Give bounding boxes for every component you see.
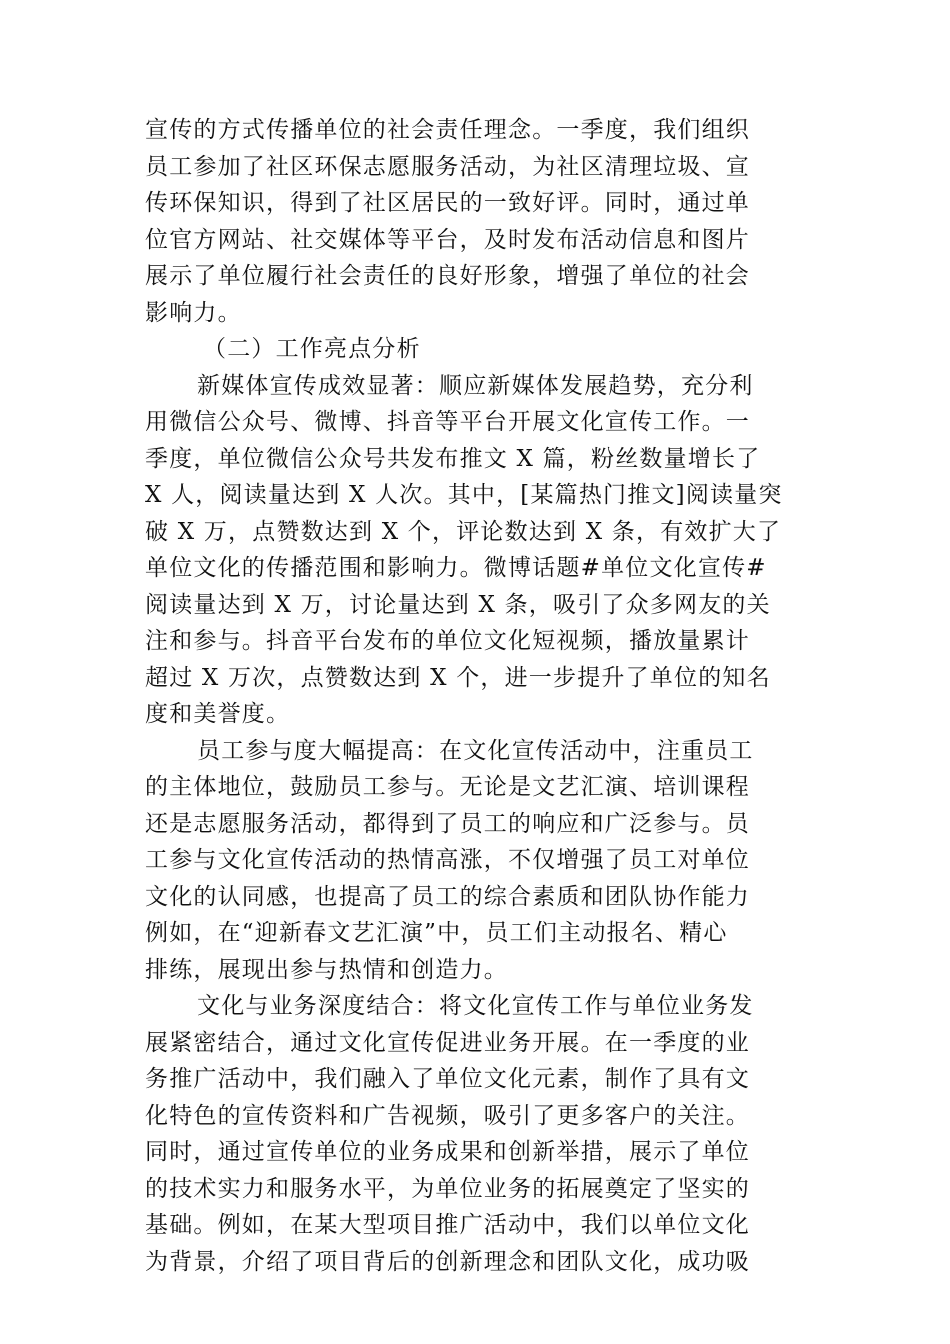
paragraph-new-media: 新媒体宣传成效显著：顺应新媒体发展趋势，充分利 用微信公众号、微博、抖音等平台开展文化宣传工作。一 季度，单位微信公众号共发布推文 X 篇，粉丝数量增长了 X 人，阅读量达到 X 人次。其中，[某篇热门推文]阅读量突 破 X 万，点赞数达到 X 个，评论数达到 X 条，有效扩大了 单位文化的传播范围和影响力。微博话题#单位文化宣传# 阅读量达到 X 万，讨论量达到 X 条，吸引了众多网友的关 注和参与。抖音平台发布的单位文化短视频，播放量累计 超过 X 万次，点赞数达到 X 个，进一步提升了单位的知名 度和美誉度。 [145,372,783,727]
paragraph-social-responsibility: 宣传的方式传播单位的社会责任理念。一季度，我们组织 员工参加了社区环保志愿服务活动，为社区清理垃圾、宣 传环保知识，得到了社区居民的一致好评。同时，通过单 位官方网站、社交媒体等平台，及时发布活动信息和图片 展示了单位履行社会责任的良好形象，增强了单位的社会 影响力。 [145,117,750,326]
document-body [145,112,807,1280]
paragraph-employee-participation: 员工参与度大幅提高：在文化宣传活动中，注重员工 的主体地位，鼓励员工参与。无论是文艺汇演、培训课程 还是志愿服务活动，都得到了员工的响应和广泛参与。员 工参与文化宣传活动的热情高涨，不仅增强了员工对单位 文化的认同感，也提高了员工的综合素质和团队协作能力 例如，在“迎新春文艺汇演”中，员工们主动报名、精心 排练，展现出参与热情和创造力。 [145,737,754,983]
paragraph-culture-business: 文化与业务深度结合：将文化宣传工作与单位业务发 展紧密结合，通过文化宣传促进业务开展。在一季度的业 务推广活动中，我们融入了单位文化元素，制作了具有文 化特色的宣传资料和广告视频，吸引了更多客户的关注。 同时，通过宣传单位的业务成果和创新举措，展示了单位 的技术实力和服务水平，为单位业务的拓展奠定了坚实的 基础。例如，在某大型项目推广活动中，我们以单位文化 为背景，介绍了项目背后的创新理念和团队文化，成功吸 [145,993,754,1275]
section-heading-highlights: （二）工作亮点分析 [203,336,421,362]
